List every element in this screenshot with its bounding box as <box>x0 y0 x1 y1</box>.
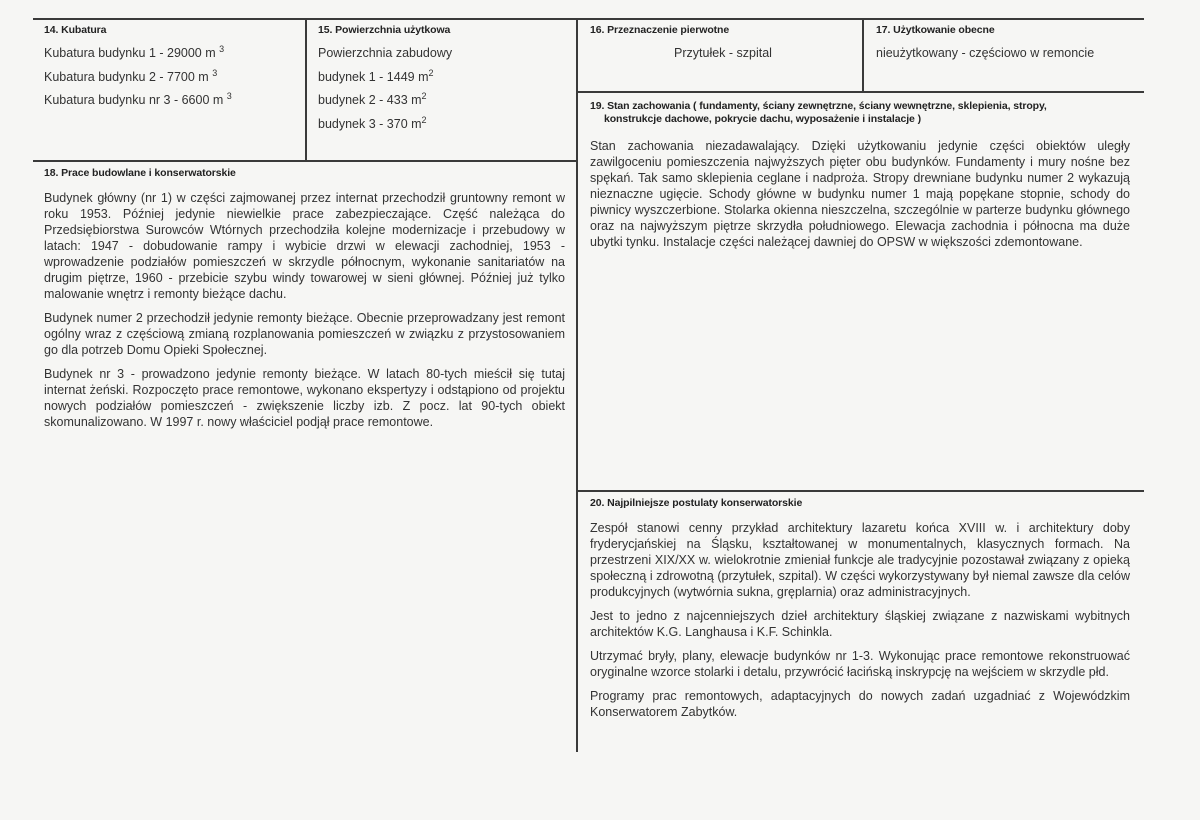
postulaty-paragraph: Utrzymać bryły, plany, elewacje budynków nr 1-3. Wykonując prace remontowe rekonstruować oryginalne wzorce stolarki i detalu, przywrócić łacińską inskrypcję na wejściem w skrzydle płd. <box>590 649 1130 679</box>
section-kubatura <box>44 24 299 113</box>
section-18-title: 18. Prace budowlane i konserwatorskie <box>44 167 236 179</box>
section-stan-zachowania <box>590 100 1130 258</box>
section-16-title: 16. Przeznaczenie pierwotne <box>590 24 730 36</box>
kubatura-item: Kubatura budynku 1 - 29000 m $^3$ <box>44 43 225 60</box>
section-przeznaczenie <box>590 24 856 61</box>
powierzchnia-item: budynek 2 - 433 $m^2$ <box>318 90 427 107</box>
center-divider <box>576 18 578 752</box>
kubatura-item: Kubatura budynku 2 - 7700 m $^3$ <box>44 67 218 84</box>
top-border <box>33 18 1144 20</box>
section-20-title: 20. Najpilniejsze postulaty konserwatorskie <box>590 497 803 509</box>
prace-paragraph: Budynek główny (nr 1) w części zajmowanej przez internat przechodził gruntowny remont w roku 1953. Później jedynie niewielkie prace zabezpieczające. Część należąca do Przedsiębiorstwa Surowców Wtórnych przechodziła kolejne modernizacje i przebudowy w latach: 1947 - dobudowanie rampy i wybicie drzwi w elewacji zachodniej, 1953 - wprowadzenie podziałów pomieszczeń w skrzydle północnym, wykonanie sanitariatów na drugim piętrze, 1960 - przebicie szybu windy towarowej w sieni głównej. Później już tylko malowanie wnętrz i remonty bieżące dachu. <box>44 191 565 301</box>
powierzchnia-subtitle: Powierzchnia zabudowy <box>318 46 453 60</box>
prace-paragraph: Budynek numer 2 przechodził jedynie remonty bieżące. Obecnie przeprowadzany jest remont ogólny wraz z częściową zmianą rozplanowania pomieszczeń w związku z przystosowaniem go dla potrzeb Domu Opieki Społecznej. <box>44 311 565 357</box>
przeznaczenie-value: Przytułek - szpital <box>674 46 772 60</box>
section-15-title: 15. Powierzchnia użytkowa <box>318 24 451 36</box>
prace-paragraph: Budynek nr 3 - prowadzono jedynie remonty bieżące. W latach 80-tych mieścił się tutaj internat żeński. Rozpoczęto prace remontowe, wykonano ekspertyzy i odstąpiono od projektu nowych podziałów pomieszczeń - zwiększenie liczby izb. Z pocz. lat 90-tych obiekt skomunalizowano. W 1997 r. nowy właściciel podjął prace remontowe. <box>44 367 565 429</box>
postulaty-paragraph: Programy prac remontowych, adaptacyjnych do nowych zadań uzgadniać z Wojewódzkim Konserwatorem Zabytków. <box>590 689 1130 719</box>
uzytkowanie-value: nieużytkowany - częściowo w remoncie <box>876 46 1095 60</box>
powierzchnia-item: budynek 3 - 370 $m^2$ <box>318 114 427 131</box>
postulaty-paragraph: Zespół stanowi cenny przykład architektury lazaretu końca XVIII w. i architektury doby fryderycjańskiej na Śląsku, kształtowanej w monumentalnych, klasycznych formach. Na przestrzeni XIX/XX w. wielokrotnie zmieniał funkcje ale tradycyjnie pozostawał związany z opieką społeczną i zdrowotną (przytułek, szpital). W części wykorzystywany był niemal zawsze dla celów produkcyjnych (wytwórnia sukna, gręplarnia) oraz administracyjnych. <box>590 521 1130 599</box>
section-17-title: 17. Użytkowanie obecne <box>876 24 995 36</box>
section-postulaty <box>590 497 1130 728</box>
stan-zachowania-text: Stan zachowania niezadawalający. Dzięki użytkowaniu jedynie części obiektów uległy zawilgoceniu pomieszczenia najwyższych pięter obu budynków. Fundamenty i mury nośne bez spękań. Tak samo sklepienia ceglane i nadproża. Stropy drewniane budynku numer 2 wykazują nieznaczne ugięcie. Schody główne w budynku numer 1 mają popękane stopnie, schody do piwnicy wyszczerbione. Stolarka okienna nieszczelna, szczególnie w parterze budynku głównego oraz na najwyższym piętrze skrzydła południowego. Elewacja zachodnia i północna ma duże ubytki tynku. Instalacje części należącej dawniej do OPSW w większości zdemontowane. <box>590 139 1130 249</box>
section-powierzchnia <box>318 24 570 136</box>
section-14-title: 14. Kubatura <box>44 24 107 36</box>
postulaty-paragraph: Jest to jedno z najcenniejszych dzieł architektury śląskiej związane z nazwiskami wybitnych architektów K.G. Langhausa i K.F. Schinkla. <box>590 609 1130 639</box>
divider-19-20 <box>577 490 1144 492</box>
divider-16-19 <box>577 91 1144 93</box>
powierzchnia-item: budynek 1 - 1449 $m^2$ <box>318 67 434 84</box>
section-19-title-line1: 19. Stan zachowania ( fundamenty, ściany zewnętrzne, ściany wewnętrzne, sklepienia, stropy, <box>590 100 1047 112</box>
section-19-title-line2: konstrukcje dachowe, pokrycie dachu, wyposażenie i instalacje ) <box>604 113 921 125</box>
section-prace-budowlane <box>44 167 565 438</box>
section-uzytkowanie <box>876 24 1142 61</box>
left-col-border <box>305 18 307 160</box>
divider-14-18 <box>33 160 577 162</box>
right-col-border <box>862 18 864 91</box>
kubatura-item: Kubatura budynku nr 3 - 6600 m $^3$ <box>44 90 232 107</box>
